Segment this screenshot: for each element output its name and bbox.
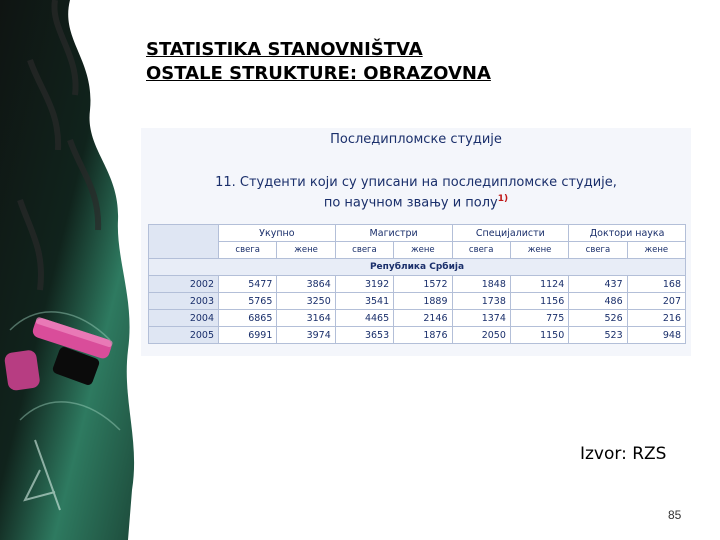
chalkboard-decoration-image <box>0 0 140 540</box>
year-cell: 2002 <box>149 276 219 293</box>
value-cell: 1124 <box>510 276 568 293</box>
region-label: Република Србија <box>149 259 686 276</box>
value-cell: 3164 <box>277 310 335 327</box>
table-row <box>149 327 686 344</box>
value-cell: 486 <box>569 293 627 310</box>
value-cell: 4465 <box>335 310 393 327</box>
table-row <box>149 276 686 293</box>
group-header: Доктори наука <box>569 225 686 242</box>
value-cell: 2050 <box>452 327 510 344</box>
value-cell: 1738 <box>452 293 510 310</box>
statistics-table-figure <box>141 128 691 356</box>
group-header: Укупно <box>219 225 336 242</box>
caption-line-2: по научном звању и полу <box>323 195 498 211</box>
value-cell: 523 <box>569 327 627 344</box>
corner-cell <box>149 225 219 259</box>
value-cell: 948 <box>627 327 685 344</box>
slide-title <box>146 38 491 86</box>
caption-line-1: 11. Студенти који су уписани на последипломске студије, <box>215 175 617 190</box>
value-cell: 3653 <box>335 327 393 344</box>
value-cell: 168 <box>627 276 685 293</box>
page-number: 85 <box>668 508 682 522</box>
sub-header: жене <box>394 242 452 259</box>
value-cell: 207 <box>627 293 685 310</box>
value-cell: 1150 <box>510 327 568 344</box>
figure-heading: Последипломске студије <box>330 132 502 147</box>
value-cell: 6865 <box>219 310 277 327</box>
year-cell: 2003 <box>149 293 219 310</box>
value-cell: 1889 <box>394 293 452 310</box>
value-cell: 1572 <box>394 276 452 293</box>
value-cell: 1156 <box>510 293 568 310</box>
value-cell: 3864 <box>277 276 335 293</box>
value-cell: 216 <box>627 310 685 327</box>
group-header-row <box>149 225 686 242</box>
value-cell: 6991 <box>219 327 277 344</box>
sub-header: свега <box>569 242 627 259</box>
footnote-mark: 1) <box>497 194 509 204</box>
sub-header: свега <box>452 242 510 259</box>
value-cell: 1848 <box>452 276 510 293</box>
value-cell: 3250 <box>277 293 335 310</box>
value-cell: 3192 <box>335 276 393 293</box>
sub-header: свега <box>219 242 277 259</box>
group-header: Специјалисти <box>452 225 569 242</box>
value-cell: 1876 <box>394 327 452 344</box>
value-cell: 437 <box>569 276 627 293</box>
source-note: Izvor: RZS <box>580 444 667 464</box>
figure-caption <box>141 174 691 211</box>
sub-header-row <box>149 242 686 259</box>
students-table <box>148 224 686 344</box>
value-cell: 2146 <box>394 310 452 327</box>
sub-header: жене <box>510 242 568 259</box>
sub-header: жене <box>627 242 685 259</box>
sub-header: жене <box>277 242 335 259</box>
value-cell: 5765 <box>219 293 277 310</box>
value-cell: 3541 <box>335 293 393 310</box>
sub-header: свега <box>335 242 393 259</box>
value-cell: 775 <box>510 310 568 327</box>
year-cell: 2005 <box>149 327 219 344</box>
table-row <box>149 293 686 310</box>
region-row <box>149 259 686 276</box>
value-cell: 5477 <box>219 276 277 293</box>
title-line-1: STATISTIKA STANOVNIŠTVA <box>146 39 423 60</box>
value-cell: 3974 <box>277 327 335 344</box>
year-cell: 2004 <box>149 310 219 327</box>
table-row <box>149 310 686 327</box>
value-cell: 1374 <box>452 310 510 327</box>
value-cell: 526 <box>569 310 627 327</box>
group-header: Магистри <box>335 225 452 242</box>
title-line-2: OSTALE STRUKTURE: OBRAZOVNA <box>146 63 491 84</box>
